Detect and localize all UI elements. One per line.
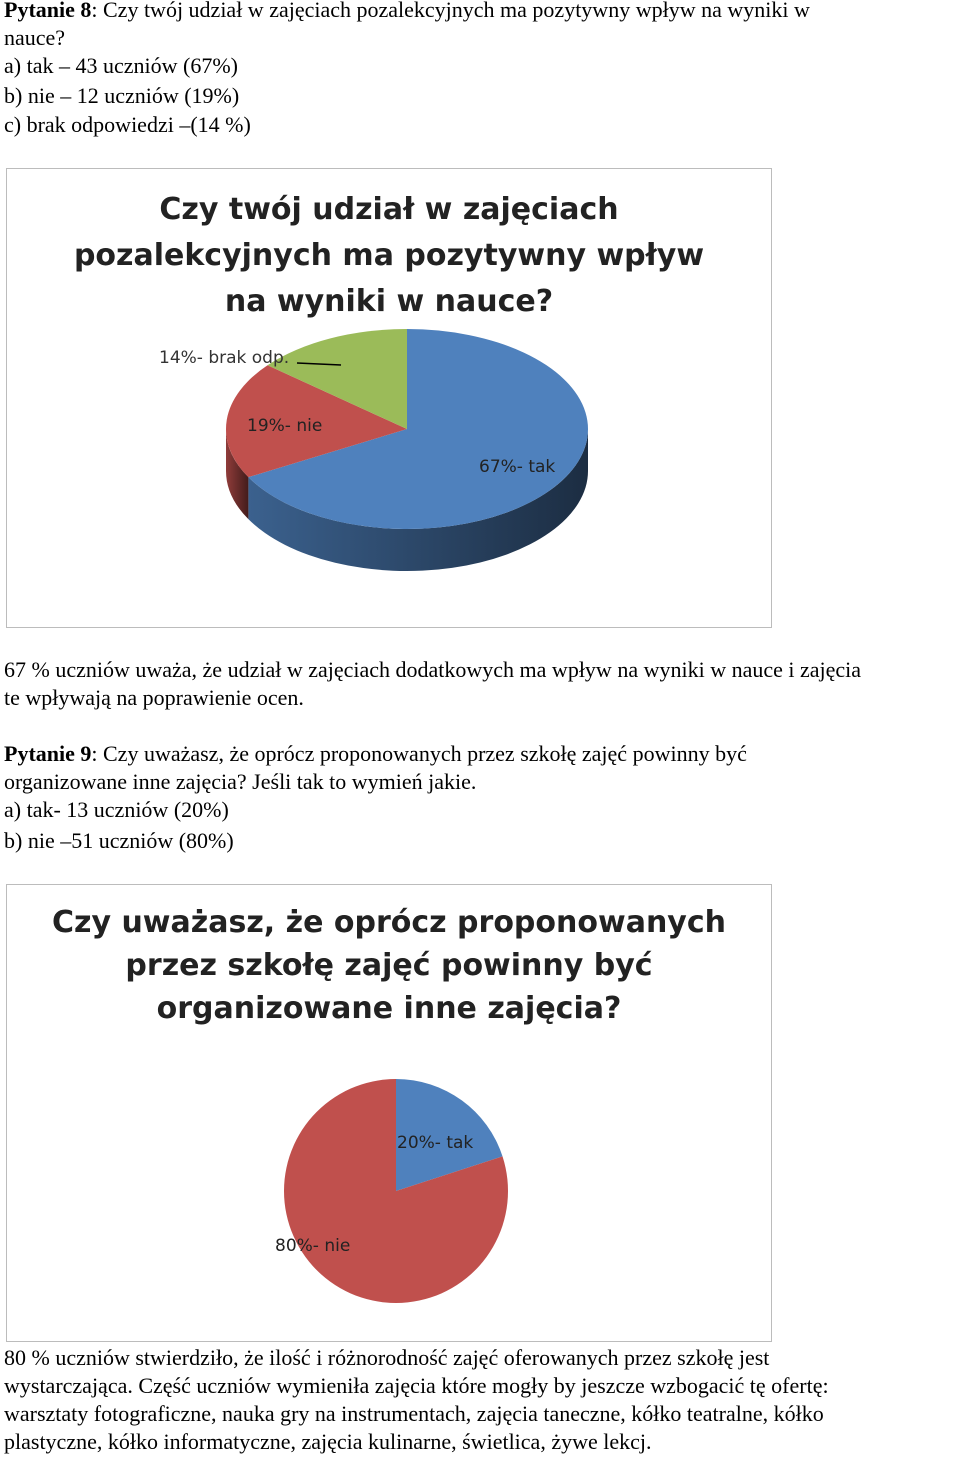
q8-answer-c: c) brak odpowiedzi –(14 %) <box>4 112 251 137</box>
q8-question-line2: nauce? <box>4 25 66 50</box>
chart-q8 <box>6 168 772 628</box>
chart-q8-title-line3: na wyniki w nauce? <box>224 284 554 319</box>
q8-summary-line2: te wpływają na poprawienie ocen. <box>4 685 304 710</box>
chart-q9-title-line1: Czy uważasz, że oprócz proponowanych <box>51 905 727 940</box>
q9-summary-line3: warsztaty fotograficzne, nauka gry na instrumentach, zajęcia taneczne, kółko teatralne, kółko <box>4 1401 824 1426</box>
chart-q9-label-nie: 80%- nie <box>275 1236 351 1256</box>
chart-q8-label-nie: 19%- nie <box>247 416 323 436</box>
chart-q8-pie <box>7 169 771 627</box>
q8-label: Pytanie 8 <box>4 0 92 22</box>
q9-question-text: : Czy uważasz, że oprócz proponowanych przez szkołę zajęć powinny być <box>91 741 747 766</box>
chart-q9-title-line2: przez szkołę zajęć powinny być <box>125 948 653 983</box>
chart-q8-title-line2: pozalekcyjnych ma pozytywny wpływ <box>73 238 705 273</box>
chart-q9-label-tak: 20%- tak <box>397 1133 474 1153</box>
chart-q8-title-line1: Czy twój udział w zajęciach <box>159 192 619 227</box>
q8-question-line1 <box>4 0 810 24</box>
q8-summary-line1: 67 % uczniów uważa, że udział w zajęciach dodatkowych ma wpływ na wyniki w nauce i zajęcia <box>4 657 862 682</box>
q9-question-line2: organizowane inne zajęcia? Jeśli tak to wymień jakie. <box>4 769 477 794</box>
q9-summary-line2: wystarczająca. Część uczniów wymieniła zajęcia które mogły by jeszcze wzbogacić tę ofertę: <box>4 1373 829 1398</box>
chart-q8-label-tak: 67%- tak <box>479 457 556 477</box>
q8-answer-a: a) tak – 43 uczniów (67%) <box>4 53 238 78</box>
chart-q9-pie <box>7 885 771 1341</box>
q9-answer-a: a) tak- 13 uczniów (20%) <box>4 797 229 822</box>
chart-q9 <box>6 884 772 1342</box>
chart-q9-title-line3: organizowane inne zajęcia? <box>156 991 622 1026</box>
chart-q8-label-brak: 14%- brak odp. <box>159 348 290 368</box>
q8-question-text: : Czy twój udział w zajęciach pozalekcyjnych ma pozytywny wpływ na wyniki w <box>91 0 810 22</box>
q9-summary-line1: 80 % uczniów stwierdziło, że ilość i różnorodność zajęć oferowanych przez szkołę jest <box>4 1345 770 1370</box>
q8-answer-b: b) nie – 12 uczniów (19%) <box>4 83 240 108</box>
q9-question-line1 <box>4 740 747 768</box>
q9-answer-b: b) nie –51 uczniów (80%) <box>4 828 234 853</box>
q9-label: Pytanie 9 <box>4 741 92 766</box>
q9-summary-line4: plastyczne, kółko informatyczne, zajęcia kulinarne, świetlica, żywe lekcj. <box>4 1429 652 1454</box>
